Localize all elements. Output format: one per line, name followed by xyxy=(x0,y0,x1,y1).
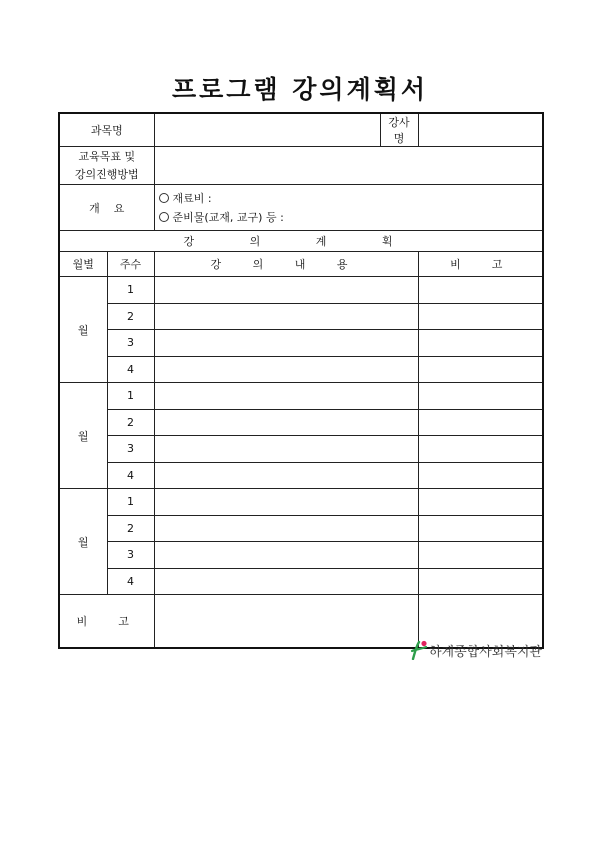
instructor-field[interactable] xyxy=(418,113,543,147)
lecture-content-field[interactable] xyxy=(154,462,418,489)
week-note-field[interactable] xyxy=(418,383,543,410)
week-number: 1 xyxy=(107,489,154,516)
week-note-field[interactable] xyxy=(418,542,543,569)
lecture-content-field[interactable] xyxy=(154,515,418,542)
note-field[interactable] xyxy=(154,595,418,648)
week-note-field[interactable] xyxy=(418,489,543,516)
month-cell[interactable]: 월 xyxy=(59,277,107,383)
lecture-content-field[interactable] xyxy=(154,436,418,463)
org-logo xyxy=(410,640,542,660)
goal-row xyxy=(59,147,543,185)
month-cell[interactable]: 월 xyxy=(59,489,107,595)
week-note-field[interactable] xyxy=(418,436,543,463)
week-number: 4 xyxy=(107,356,154,383)
week-row xyxy=(59,409,543,436)
material-fee-item xyxy=(159,189,539,208)
subject-field[interactable] xyxy=(154,113,380,147)
week-row xyxy=(59,489,543,516)
supplies-item xyxy=(159,208,539,227)
week-number: 3 xyxy=(107,330,154,357)
week-note-field[interactable] xyxy=(418,277,543,304)
week-row xyxy=(59,356,543,383)
supplies-label: 준비물(교재, 교구) 등 : xyxy=(172,210,284,224)
week-note-field[interactable] xyxy=(418,356,543,383)
plan-header-row xyxy=(59,231,543,252)
lecture-content-field[interactable] xyxy=(154,303,418,330)
week-number: 4 xyxy=(107,462,154,489)
circle-bullet-icon xyxy=(159,193,169,203)
week-number: 4 xyxy=(107,568,154,595)
week-row xyxy=(59,568,543,595)
col-content-header: 강 의 내 용 xyxy=(154,252,418,277)
overview-row xyxy=(59,185,543,231)
lecture-content-field[interactable] xyxy=(154,489,418,516)
week-row xyxy=(59,277,543,304)
goal-field[interactable] xyxy=(154,147,543,185)
goal-label-line1: 교육목표 및 xyxy=(78,149,136,163)
material-fee-label: 재료비 : xyxy=(172,191,212,205)
note-label xyxy=(59,595,154,648)
lecture-content-field[interactable] xyxy=(154,383,418,410)
col-note-header xyxy=(418,252,543,277)
subject-row xyxy=(59,113,543,147)
week-row xyxy=(59,383,543,410)
week-number: 3 xyxy=(107,542,154,569)
week-number: 1 xyxy=(107,277,154,304)
week-number: 2 xyxy=(107,303,154,330)
overview-label xyxy=(59,185,154,231)
lecture-content-field[interactable] xyxy=(154,356,418,383)
note-label-text: 비 고 xyxy=(76,614,137,628)
goal-label xyxy=(59,147,154,185)
week-number: 1 xyxy=(107,383,154,410)
goal-label-line2: 강의진행방법 xyxy=(74,167,139,181)
month-cell[interactable]: 월 xyxy=(59,383,107,489)
lecture-content-field[interactable] xyxy=(154,330,418,357)
col-note-header-text: 비 고 xyxy=(450,258,511,271)
circle-bullet-icon xyxy=(159,212,169,222)
week-number: 3 xyxy=(107,436,154,463)
week-row xyxy=(59,436,543,463)
week-note-field[interactable] xyxy=(418,330,543,357)
week-note-field[interactable] xyxy=(418,568,543,595)
column-header-row xyxy=(59,252,543,277)
week-note-field[interactable] xyxy=(418,409,543,436)
page-title: 프로그램 강의계획서 xyxy=(171,75,429,104)
week-number: 2 xyxy=(107,409,154,436)
overview-label-text: 개 요 xyxy=(89,201,125,215)
lecture-content-field[interactable] xyxy=(154,277,418,304)
week-note-field[interactable] xyxy=(418,515,543,542)
lecture-content-field[interactable] xyxy=(154,542,418,569)
week-number: 2 xyxy=(107,515,154,542)
week-row xyxy=(59,515,543,542)
hagye-logo-icon xyxy=(410,640,428,660)
week-row xyxy=(59,303,543,330)
week-row xyxy=(59,462,543,489)
col-week-header: 주수 xyxy=(107,252,154,277)
plan-header: 강 의 계 획 xyxy=(59,231,543,252)
lecture-plan-table xyxy=(58,112,544,649)
overview-field[interactable] xyxy=(154,185,543,231)
subject-label: 과목명 xyxy=(59,113,154,147)
week-row xyxy=(59,542,543,569)
week-note-field[interactable] xyxy=(418,303,543,330)
lecture-content-field[interactable] xyxy=(154,409,418,436)
col-month-header: 월별 xyxy=(59,252,107,277)
instructor-label: 강사명 xyxy=(380,113,418,147)
week-note-field[interactable] xyxy=(418,462,543,489)
org-name: 하계종합사회복지관 xyxy=(428,644,542,660)
lecture-content-field[interactable] xyxy=(154,568,418,595)
week-row xyxy=(59,330,543,357)
